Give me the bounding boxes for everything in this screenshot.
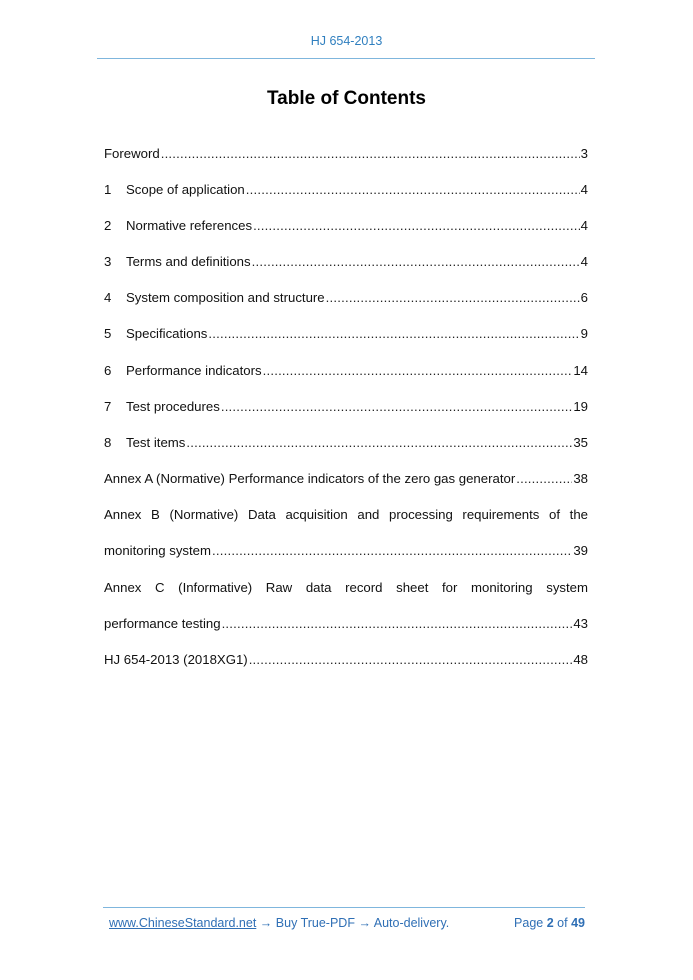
toc-entry-5[interactable]: [104, 325, 588, 343]
toc-number: 3: [104, 254, 112, 269]
toc-page-number: 39: [573, 543, 588, 558]
toc-number: 8: [104, 435, 112, 450]
toc-page-number: 43: [573, 616, 588, 631]
toc-label: Performance indicators: [126, 363, 262, 378]
toc-label: Specifications: [126, 326, 208, 341]
toc-entry-annex-a[interactable]: [104, 470, 588, 488]
toc-entry-annex-c-line1[interactable]: Annex C (Informative) Raw data record sheet for monitoring system: [104, 580, 588, 595]
toc-entry-annex-b-line1[interactable]: Annex B (Normative) Data acquisition and processing requirements of the: [104, 507, 588, 522]
toc-label: HJ 654-2013 (2018XG1): [104, 652, 248, 667]
toc-page-number: 4: [580, 182, 588, 197]
toc-page-number: 9: [580, 326, 588, 341]
toc-label: Normative references: [126, 218, 253, 233]
toc-label: performance testing: [104, 616, 221, 631]
toc-entry-2[interactable]: [104, 217, 588, 235]
toc-entry-annex-c[interactable]: [104, 615, 588, 633]
toc-page-number: 19: [573, 399, 588, 414]
toc-label: Scope of application: [126, 182, 245, 197]
toc-number: 5: [104, 326, 112, 341]
toc-number: 4: [104, 290, 112, 305]
toc-leader-dots: [252, 253, 580, 271]
toc-leader-dots: [253, 217, 580, 235]
toc-label: Foreword: [104, 146, 160, 161]
toc-page-number: 14: [573, 363, 588, 378]
toc-page-number: 35: [573, 435, 588, 450]
toc-label: Test items: [126, 435, 186, 450]
page-of-label: of: [557, 916, 568, 930]
toc-entry-3[interactable]: [104, 253, 588, 271]
auto-delivery-text: Auto-delivery.: [373, 916, 450, 930]
toc-page-number: 48: [573, 652, 588, 667]
toc-leader-dots: [161, 145, 580, 163]
toc-leader-dots: [208, 325, 579, 343]
toc-page-number: 4: [580, 218, 588, 233]
header-divider: [97, 58, 595, 59]
toc-entry-6[interactable]: [104, 362, 588, 380]
toc-leader-dots: [263, 362, 573, 380]
toc-number: 7: [104, 399, 112, 414]
toc-leader-dots: [221, 398, 573, 416]
arrow-right-icon: →: [259, 916, 273, 930]
toc-leader-dots: [222, 615, 573, 633]
toc-entry-8[interactable]: [104, 434, 588, 452]
toc-number: 1: [104, 182, 112, 197]
footer-divider: [103, 907, 585, 908]
toc-page-number: 3: [580, 146, 588, 161]
toc-entry-annex-b[interactable]: [104, 542, 588, 560]
toc-label: Terms and definitions: [126, 254, 251, 269]
toc-leader-dots: [186, 434, 572, 452]
toc-label: monitoring system: [104, 543, 212, 558]
current-page-number: 2: [546, 916, 554, 930]
footer: [109, 916, 585, 930]
toc-leader-dots: [249, 651, 573, 669]
toc-leader-dots: [212, 542, 572, 560]
toc-entry-7[interactable]: [104, 398, 588, 416]
toc-label: Test procedures: [126, 399, 220, 414]
toc-entry-foreword[interactable]: [104, 145, 588, 163]
header-doc-code: HJ 654-2013: [310, 34, 383, 48]
toc-entry-4[interactable]: [104, 289, 588, 307]
arrow-right-icon: →: [358, 916, 371, 930]
buy-true-pdf-text: Buy True-PDF: [275, 916, 355, 930]
toc-leader-dots: [326, 289, 580, 307]
total-pages-number: 49: [571, 916, 585, 930]
toc-entry-1[interactable]: [104, 181, 588, 199]
toc-label: Annex A (Normative) Performance indicators of the zero gas generator: [104, 471, 516, 486]
toc-leader-dots: [246, 181, 580, 199]
toc-leader-dots: [516, 470, 572, 488]
toc-page-number: 6: [580, 290, 588, 305]
page-title: Table of Contents: [266, 88, 427, 109]
page-label: Page: [514, 916, 544, 930]
page-indicator: [514, 916, 585, 930]
toc-entry-amendment[interactable]: [104, 651, 588, 669]
toc-number: 2: [104, 218, 112, 233]
toc-number: 6: [104, 363, 112, 378]
toc-label: System composition and structure: [126, 290, 325, 305]
toc-page-number: 38: [573, 471, 588, 486]
website-link[interactable]: www.ChineseStandard.net: [109, 916, 257, 930]
toc-page-number: 4: [580, 254, 588, 269]
